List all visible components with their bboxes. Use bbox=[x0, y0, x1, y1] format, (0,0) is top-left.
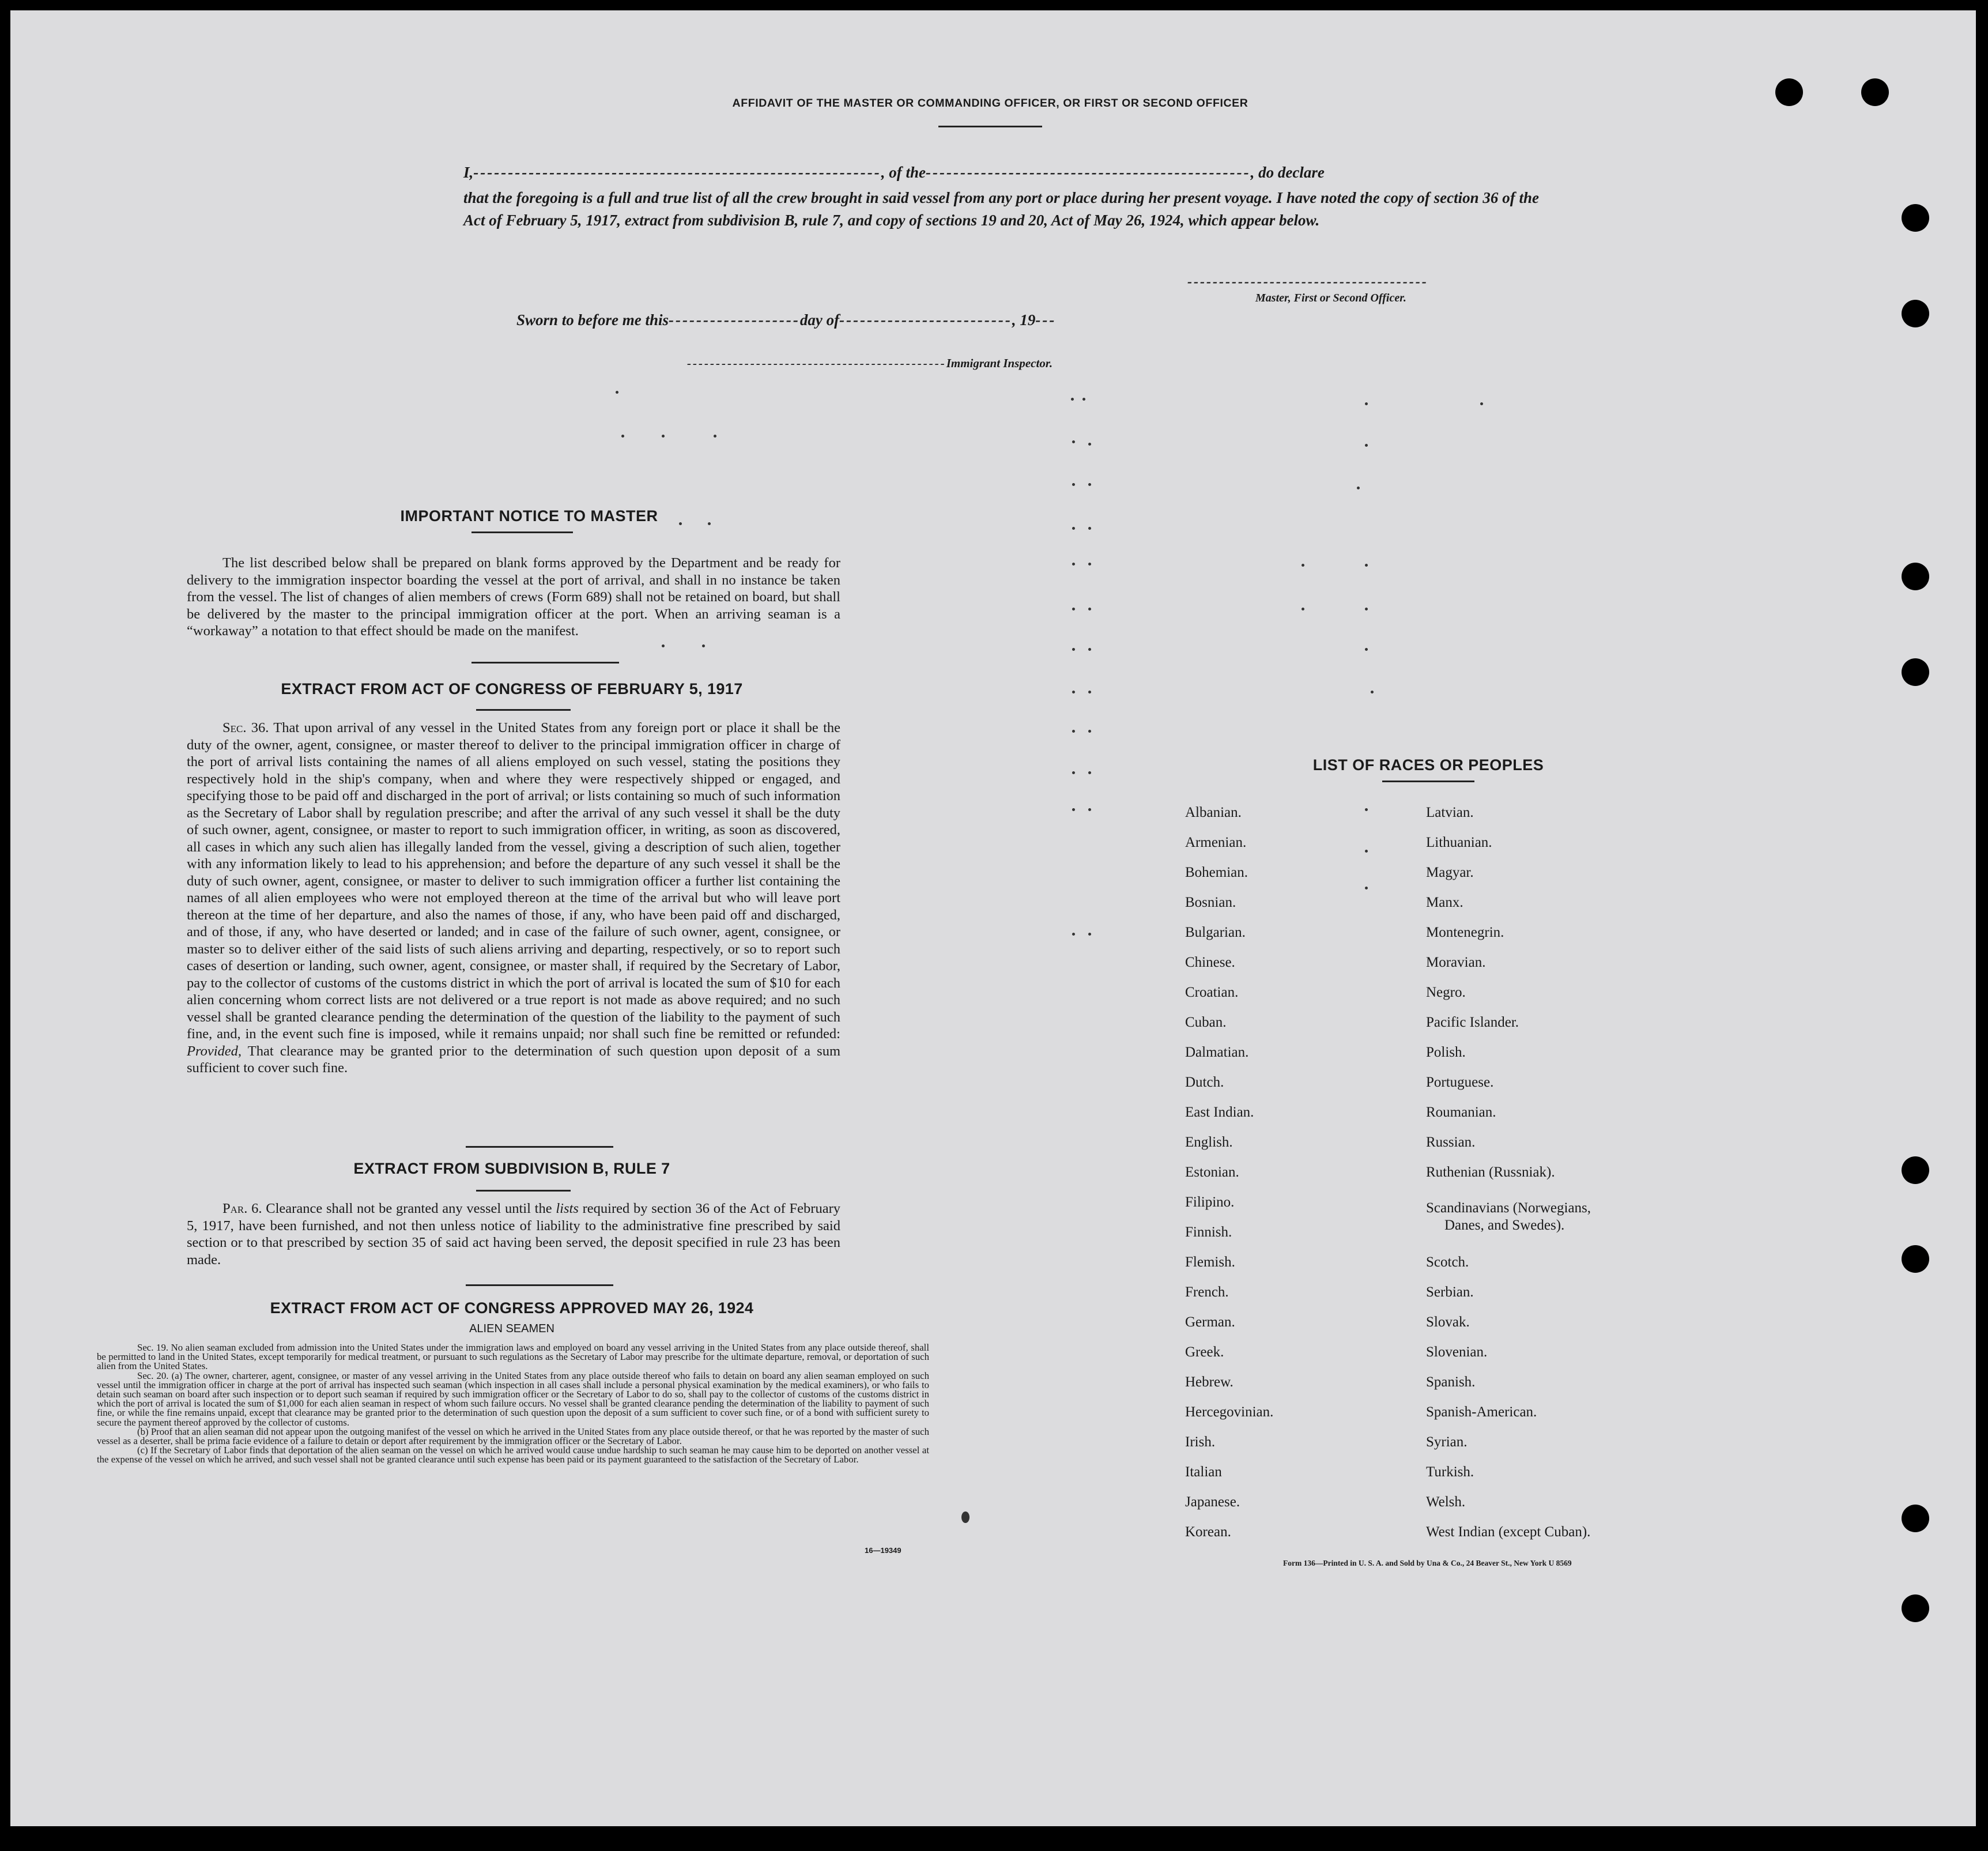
printer-footer: Form 136—Printed in U. S. A. and Sold by Una & Co., 24 Beaver St., New York U 8569 bbox=[1283, 1559, 1572, 1567]
sworn-year-blank[interactable]: --- bbox=[1035, 311, 1057, 329]
speck bbox=[1072, 608, 1075, 610]
sworn-day-blank[interactable]: ------------------- bbox=[669, 311, 800, 329]
race-left: Japanese. bbox=[1185, 1494, 1240, 1510]
sec36-label: Sec. 36. bbox=[222, 720, 269, 736]
punch-hole bbox=[1902, 204, 1929, 232]
race-right: Russian. bbox=[1426, 1134, 1476, 1150]
race-left: Bohemian. bbox=[1185, 865, 1248, 880]
par6-label: Par. 6. bbox=[222, 1201, 262, 1216]
punch-hole bbox=[1861, 78, 1889, 106]
notice-text bbox=[187, 555, 840, 640]
race-right: Portuguese. bbox=[1426, 1075, 1494, 1090]
inspector-label: Immigrant Inspector. bbox=[946, 356, 1053, 370]
race-right: Negro. bbox=[1426, 985, 1466, 1000]
rule7-title-rule bbox=[476, 1190, 571, 1192]
year-prefix: , 19 bbox=[1012, 311, 1036, 329]
speck bbox=[1365, 444, 1368, 447]
alien-seamen-subtitle: ALIEN SEAMEN bbox=[469, 1322, 554, 1335]
notice-body: The list described below shall be prepared on blank forms approved by the Department and be ready for delivery to the immigration inspector boarding the vessel at the port of arrival, and shall in no instance be taken from the vessel. The list of changes of alien members of crews (Form 689) shall not be retained on board, but shall be delivered by the master to the principal immigration officer at the port. When an arriving seaman is a “workaway” a notation to that effect should be made on the manifest. bbox=[187, 555, 840, 639]
speck bbox=[1088, 648, 1091, 651]
race-right: Slovak. bbox=[1426, 1314, 1470, 1330]
race-right: Scotch. bbox=[1426, 1254, 1469, 1270]
proviso-label: Provided, bbox=[187, 1043, 242, 1059]
race-left: Cuban. bbox=[1185, 1015, 1227, 1030]
speck bbox=[1365, 564, 1368, 567]
race-right: Polish. bbox=[1426, 1045, 1466, 1060]
race-right: Welsh. bbox=[1426, 1494, 1466, 1510]
speck bbox=[1088, 483, 1091, 486]
speck bbox=[1072, 648, 1075, 651]
speck bbox=[1088, 808, 1091, 811]
speck bbox=[1072, 563, 1075, 566]
speck bbox=[1365, 402, 1368, 405]
speck bbox=[1088, 608, 1091, 610]
race-right: Serbian. bbox=[1426, 1284, 1474, 1300]
races-title: LIST OF RACES OR PEOPLES bbox=[1312, 756, 1544, 774]
extract-1917-title: EXTRACT FROM ACT OF CONGRESS OF FEBRUARY 5, 1917 bbox=[281, 680, 743, 698]
speck bbox=[1088, 771, 1091, 774]
speck bbox=[1365, 887, 1368, 889]
of-the-label: , of the bbox=[881, 164, 926, 181]
document-page bbox=[10, 10, 1976, 1826]
extract-1924-title: EXTRACT FROM ACT OF CONGRESS APPROVED MAY 26, 1924 bbox=[270, 1299, 754, 1317]
race-left: English. bbox=[1185, 1134, 1233, 1150]
race-right: Spanish. bbox=[1426, 1374, 1476, 1390]
race-right: West Indian (except Cuban). bbox=[1426, 1524, 1591, 1540]
race-left: Hercegovinian. bbox=[1185, 1404, 1274, 1420]
race-right: Manx. bbox=[1426, 895, 1463, 910]
race-left: Irish. bbox=[1185, 1434, 1216, 1450]
race-left: Croatian. bbox=[1185, 985, 1239, 1000]
race-left: German. bbox=[1185, 1314, 1235, 1330]
race-right: Spanish-American. bbox=[1426, 1404, 1537, 1420]
sec36-body: That upon arrival of any vessel in the United States from any foreign port or place it shall be the duty of the owner, agent, consignee, or master thereof to deliver to the principal immigration officer in charge of the port of arrival lists containing the names of all aliens employed on such vessel, stating the positions they respectively hold in the ship's company, when and where they were respectively shipped or engaged, and specifying those to be paid off and discharged in the port of arrival; or lists containing so much of such information as the Secretary of Labor shall by regulation prescribe; and after the arrival of any such vessel it shall be the duty of such owner, agent, consignee, or master to report to such immigration officer, in writing, as soon as discovered, all cases in which any such alien has illegally landed from the vessel, giving a description of such alien, together with any information likely to lead to his apprehension; and before the departure of any such vessel it shall be the duty of such owner, agent, consignee, or master to deliver to such immigration officer a further list containing the names of all alien employees who were not employed thereon at the time of the arrival but who will leave port thereon at the time of her departure, and also the names of those, if any, who have been paid off and discharged, and of those, if any, who have deserted or landed; and in case of the failure of such owner, agent, consignee, or master so to deliver either of the said lists of such aliens arriving and departing, respectively, or so to report such cases of desertion or landing, such owner, agent, consignee, or master shall, if required by the Secretary of Labor, pay to the collector of customs of the customs district in which the port of arrival is located the sum of $10 for each alien concerning whom correct lists are not delivered or a true report is not made as above required; and no such vessel shall be granted clearance pending the determination of the question of the liability to the payment of such fine, and, in the event such fine is imposed, while it remains unpaid; nor shall such fine be remitted or refunded: bbox=[187, 720, 840, 1042]
speck bbox=[1088, 691, 1091, 693]
speck bbox=[1302, 564, 1304, 567]
speck bbox=[662, 435, 665, 438]
speck bbox=[1088, 730, 1091, 733]
notice-title-rule bbox=[471, 531, 573, 533]
race-left: Chinese. bbox=[1185, 955, 1235, 970]
race-right: Turkish. bbox=[1426, 1464, 1474, 1480]
race-right: Pacific Islander. bbox=[1426, 1015, 1519, 1030]
do-declare-label: , do declare bbox=[1250, 164, 1325, 181]
speck bbox=[621, 435, 624, 438]
race-left: Flemish. bbox=[1185, 1254, 1235, 1270]
speck bbox=[714, 435, 716, 438]
affidavit-line-1 bbox=[463, 164, 1559, 182]
master-signature-label: Master, First or Second Officer. bbox=[1255, 292, 1406, 304]
speck bbox=[1088, 563, 1091, 566]
race-right: Syrian. bbox=[1426, 1434, 1468, 1450]
race-left: Finnish. bbox=[1185, 1224, 1232, 1240]
speck bbox=[1302, 608, 1304, 610]
extract-1924-text bbox=[97, 1343, 929, 1465]
notice-title: IMPORTANT NOTICE TO MASTER bbox=[400, 507, 658, 525]
race-left: Dalmatian. bbox=[1185, 1045, 1249, 1060]
sec20b-text: (b) Proof that an alien seaman did not appear upon the outgoing manifest of the vessel on which he arrived in the United States from any place outside thereof, or that he was reported by the master of such vessel as a deserter, shall be prima facie evidence of a failure to detain or deport after requirement by the immigration officer or the Secretary of Labor. bbox=[97, 1426, 929, 1447]
punch-hole bbox=[1902, 1505, 1929, 1532]
par6-lists-word: lists bbox=[556, 1201, 579, 1216]
sec20a-text: Sec. 20. (a) The owner, charterer, agent, consignee, or master of any vessel arriving in the United States from any place outside thereof who fails to detain on board any alien seaman employed on such vessel until the immigration officer in charge at the port of arrival has inspected such seaman (which inspection in all cases shall include a personal physical examination by the medical examiners), or who fails to detain such seaman on board after such inspection or to deport such seaman if required by such immigration officer or the Secretary of Labor to do so, shall pay to the collector of customs of the customs district in which the port of arrival is located the sum of $1,000 for each alien seaman in respect of whom such failure occurs. No vessel shall be granted clearance pending the determination of the liability to payment of such fine, or while the fine remains unpaid, except that clearance may be granted prior to the determination of such question upon the deposit of a sum sufficient to cover such fine, or of a bond with sufficient surety to secure the payment thereof approved by the collector of customs. bbox=[97, 1370, 929, 1428]
rule7-text bbox=[187, 1200, 840, 1268]
day-of-label: day of bbox=[799, 311, 840, 329]
race-left: Dutch. bbox=[1185, 1075, 1224, 1090]
speck bbox=[1365, 608, 1368, 610]
race-left: Hebrew. bbox=[1185, 1374, 1233, 1390]
race-left: French. bbox=[1185, 1284, 1229, 1300]
race-left: Filipino. bbox=[1185, 1194, 1235, 1210]
speck bbox=[1072, 483, 1075, 486]
races-title-rule bbox=[1382, 781, 1474, 782]
extract-1917-title-rule bbox=[476, 709, 571, 711]
punch-hole bbox=[1775, 78, 1803, 106]
speck bbox=[1088, 933, 1091, 936]
speck bbox=[1072, 771, 1075, 774]
race-right: Scandinavians (Norwegians, bbox=[1426, 1200, 1591, 1216]
punch-hole bbox=[1902, 1594, 1929, 1622]
notice-end-rule bbox=[471, 662, 619, 664]
race-right: Roumanian. bbox=[1426, 1104, 1496, 1120]
speck bbox=[1365, 648, 1368, 651]
inspector-signature-blank[interactable]: --------------------------------------------- bbox=[687, 356, 946, 370]
race-left: Estonian. bbox=[1185, 1164, 1239, 1180]
name-blank[interactable]: ----------------------------------------------------------- bbox=[473, 164, 881, 181]
affidavit-title: AFFIDAVIT OF THE MASTER OR COMMANDING OFFICER, OR FIRST OR SECOND OFFICER bbox=[732, 97, 1248, 110]
speck bbox=[1072, 440, 1075, 443]
race-right: Latvian. bbox=[1426, 805, 1474, 820]
race-left: Bosnian. bbox=[1185, 895, 1236, 910]
par6-body-before: Clearance shall not be granted any vessel until the bbox=[266, 1201, 552, 1216]
par6-body-after: required by section 36 of the Act of February 5, 1917, have been furnished, and not then unless notice of liability to the administrative fine prescribed by said section or to that prescribed by section 35 of said act having been served, the deposit specified in rule 23 has been made. bbox=[187, 1201, 840, 1268]
speck bbox=[1365, 850, 1368, 853]
rule7-title: EXTRACT FROM SUBDIVISION B, RULE 7 bbox=[353, 1160, 670, 1177]
speck bbox=[1072, 527, 1075, 530]
punch-hole bbox=[1902, 1156, 1929, 1184]
race-right: Moravian. bbox=[1426, 955, 1486, 970]
race-left: Bulgarian. bbox=[1185, 925, 1246, 940]
speck bbox=[702, 644, 705, 647]
speck bbox=[1072, 808, 1075, 811]
race-left: Italian bbox=[1185, 1464, 1222, 1480]
race-left: Greek. bbox=[1185, 1344, 1224, 1360]
speck bbox=[1088, 527, 1091, 530]
sworn-line bbox=[516, 311, 1323, 329]
sec20c-text: (c) If the Secretary of Labor finds that deportation of the alien seaman on the vessel on which he arrived would cause undue hardship to such seaman he may cause him to be deported on another vessel at the expense of the vessel on which he arrived, and such vessel shall not be granted clearance until such expense has been paid or its payment guaranteed to the satisfaction of the Secretary of Labor. bbox=[97, 1445, 929, 1465]
race-right: Magyar. bbox=[1426, 865, 1474, 880]
race-right: Lithuanian. bbox=[1426, 835, 1492, 850]
vessel-blank[interactable]: ----------------------------------------------- bbox=[926, 164, 1251, 181]
i-label: I, bbox=[463, 164, 474, 181]
speck bbox=[1071, 398, 1074, 401]
race-left: Armenian. bbox=[1185, 835, 1247, 850]
speck bbox=[1082, 398, 1085, 401]
race-right: Montenegrin. bbox=[1426, 925, 1504, 940]
race-right: Danes, and Swedes). bbox=[1444, 1217, 1565, 1233]
speck bbox=[1480, 402, 1483, 405]
inspector-line bbox=[687, 356, 1206, 371]
sworn-month-blank[interactable]: ------------------------- bbox=[839, 311, 1012, 329]
declaration-text: that the foregoing is a full and true list of all the crew brought in said vessel from any port or place during her present voyage. I have noted the copy of section 36 of the Act of February 5, 1917, extract from subdivision B, rule 7, and copy of sections 19 and 20, Act of May 26, 1924, which appear below. bbox=[463, 189, 1539, 229]
race-left: Korean. bbox=[1185, 1524, 1231, 1540]
proviso-body: That clearance may be granted prior to the determination of such question upon deposit of a sum sufficient to cover such fine. bbox=[187, 1043, 841, 1076]
extract-1917-text bbox=[187, 719, 840, 1077]
punch-hole bbox=[1902, 1245, 1929, 1273]
print-code: 16—19349 bbox=[865, 1546, 901, 1555]
speck bbox=[662, 644, 665, 647]
race-left: Albanian. bbox=[1185, 805, 1242, 820]
punch-hole bbox=[1902, 658, 1929, 686]
speck bbox=[1072, 691, 1075, 693]
speck bbox=[961, 1511, 970, 1523]
speck bbox=[1365, 808, 1368, 811]
speck bbox=[1072, 933, 1075, 936]
race-left: East Indian. bbox=[1185, 1104, 1254, 1120]
title-underline bbox=[938, 126, 1042, 127]
punch-hole bbox=[1902, 300, 1929, 327]
rule7-end-rule bbox=[466, 1284, 613, 1286]
speck bbox=[1072, 730, 1075, 733]
speck bbox=[616, 391, 618, 394]
extract-1917-end-rule bbox=[466, 1146, 613, 1148]
master-signature-line[interactable]: -------------------------------------- bbox=[1187, 274, 1428, 289]
sworn-label: Sworn to before me this bbox=[516, 311, 669, 329]
race-right: Slovenian. bbox=[1426, 1344, 1488, 1360]
speck bbox=[1371, 691, 1374, 693]
speck bbox=[1088, 443, 1091, 446]
race-right: Ruthenian (Russniak). bbox=[1426, 1164, 1555, 1180]
speck bbox=[1357, 487, 1360, 489]
punch-hole bbox=[1902, 563, 1929, 590]
sec19-text: Sec. 19. No alien seaman excluded from admission into the United States under the immigration laws and employed on board any vessel arriving in the United States from any place outside thereof, shall be permitted to land in the United States, except temporarily for medical treatment, or pursuant to such regulations as the Secretary of Labor may prescribe for the ultimate departure, removal, or deportation of such alien from the United States. bbox=[97, 1342, 929, 1372]
